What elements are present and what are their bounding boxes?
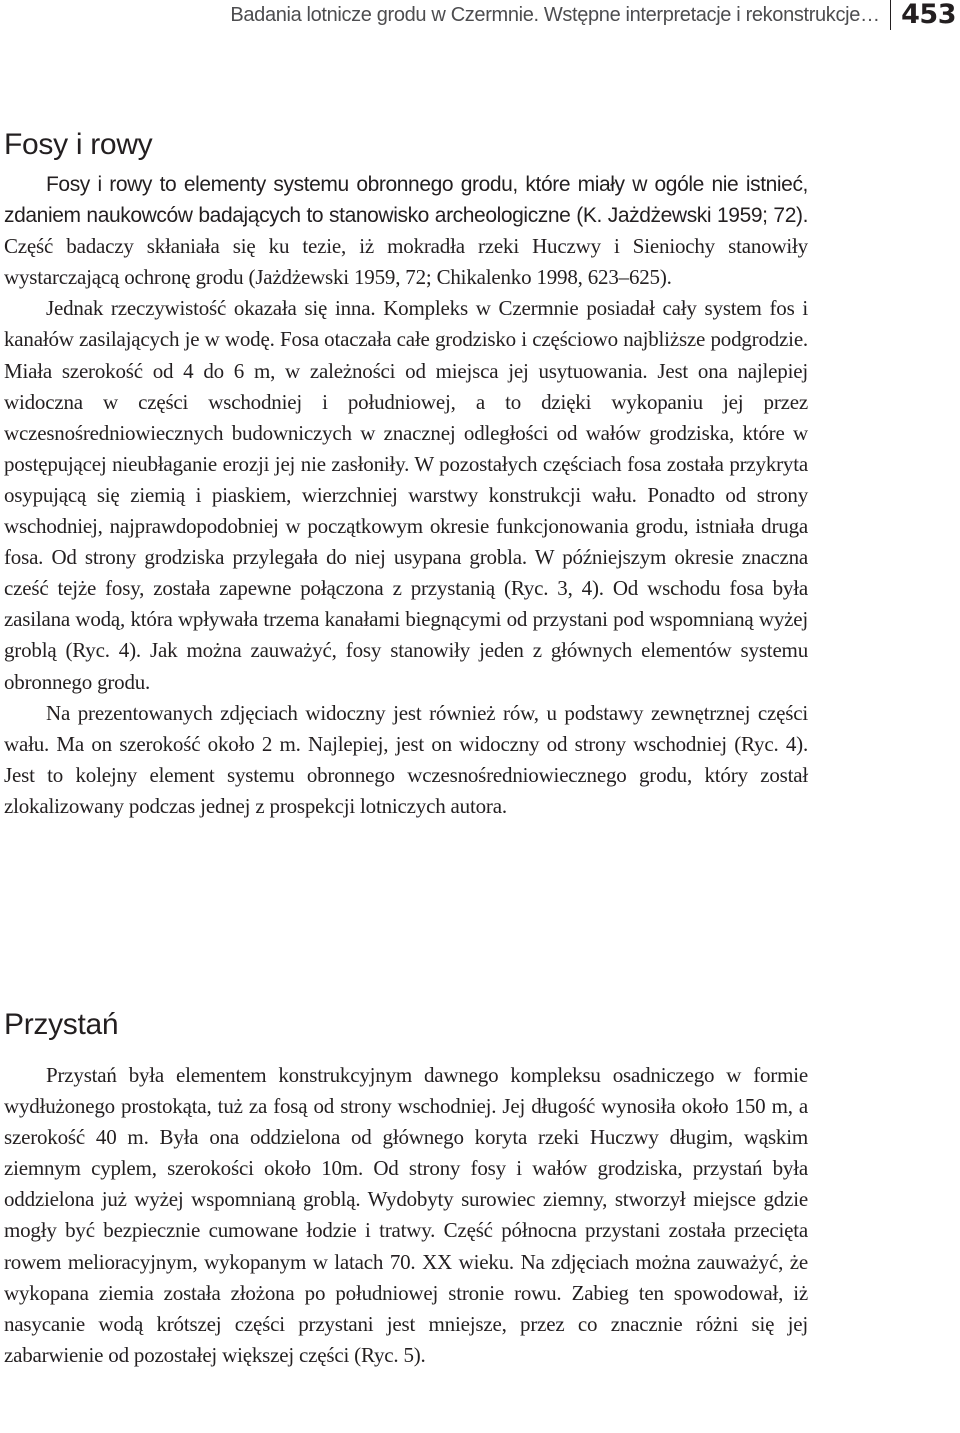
paragraph xyxy=(4,293,808,697)
section-heading-przystan: Przystań xyxy=(4,1008,119,1041)
header-divider xyxy=(890,0,892,30)
running-title: Badania lotnicze grodu w Czermnie. Wstępne interpretacje i rekonstrukcje… xyxy=(230,4,880,26)
paragraph-lead: Fosy i rowy to elementy systemu obronnego grodu, które miały w ogóle nie istnieć, zdaniem naukowców badających to stanowisko archeologiczne (K. Jażdżewski 1959; 72). xyxy=(4,173,808,228)
paragraph xyxy=(4,1060,808,1371)
paragraph-text: Jednak rzeczywistość okazała się inna. Kompleks w Czermnie posiadał cały system fos i kanałów zasilających je w wodę. Fosa otaczała całe grodzisko i częściowo najbliższe podgrodzie. Miała szerokość od 4 do 6 m, w zależności od miejsca jej usytuowania. Jest ona najlepiej widoczna w części wschodniej i południowej, a to dzięki wykopaniu jej przez wczesnośredniowiecznych budowniczych w znacznej odległości od wałów grodziska, które w postępującej nieubłaganie erozji jej nie zasłoniły. W pozostałych częściach fosa została przykryta osypującą się ziemią i piaskiem, wierzchniej warstwy konstrukcji wału. Ponadto od strony wschodniej, najprawdopodobniej w początkowym okresie funkcjonowania grodu, istniała druga fosa. Od strony grodziska przylegała do niej usypana grobla. W późniejszym okresie znaczna cześć tejże fosy, została zapewne połączona z przystanią (Ryc. 3, 4). Od wschodu fosa była zasilana wodą, która wpływała trzema kanałami biegnącymi od przystani pod wspomnianą wyżej groblą (Ryc. 4). Jak można zauważyć, fosy stanowiły jeden z głównych elementów systemu obronnego grodu. xyxy=(4,296,808,694)
paragraph-text: Na prezentowanych zdjęciach widoczny jest również rów, u podstawy zewnętrznej części wału. Ma on szerokość około 2 m. Najlepiej, jest on widoczny od strony wschodniej (Ryc. 4). Jest to kolejny element systemu obronnego wczesnośredniowiecznego grodu, który został zlokalizowany podczas jednej z prospekcji lotniczych autora. xyxy=(4,700,808,818)
paragraph-text: Przystań była elementem konstrukcyjnym dawnego kompleksu osadniczego w formie wydłużonego prostokąta, tuż za fosą od strony wschodniej. Jej długość wynosiła około 150 m, a szerokość 40 m. Była ona oddzielona od głównego koryta rzeki Huczwy długim, wąskim ziemnym cyplem, szerokości około 10m. Od strony fosy i wałów grodziska, przystań była oddzielona już wyżej wspomnianą groblą. Wydobyty surowiec ziemny, stworzył miejsce gdzie mogły być bezpiecznie cumowane łodzie i tratwy. Część północna przystani została przecięta rowem melioracyjnym, wykopanym w latach 70. XX wieku. Na zdjęciach można zauważyć, że wykopana ziemia została złożona po południowej stronie rowu. Zabieg ten spowodował, iż nasycanie wodą krótszej części przystani jest mniejsze, przez co znacznie różni się jej zabarwienie od pozostałej większej części (Ryc. 5). xyxy=(4,1063,808,1367)
section-body-przystan xyxy=(4,1060,808,1371)
section-body-fosy-i-rowy xyxy=(4,169,808,822)
section-heading-fosy-i-rowy: Fosy i rowy xyxy=(4,128,153,161)
paragraph xyxy=(4,169,808,293)
paragraph-text: Część badaczy skłaniała się ku tezie, iż mokradła rzeki Huczwy i Sieniochy stanowiły wystarczającą ochronę grodu (Jażdżewski 1959, 72; Chikalenko 1998, 623–625). xyxy=(4,234,808,290)
page-number: 453 xyxy=(901,0,956,30)
paragraph xyxy=(4,698,808,822)
running-header xyxy=(230,0,960,32)
